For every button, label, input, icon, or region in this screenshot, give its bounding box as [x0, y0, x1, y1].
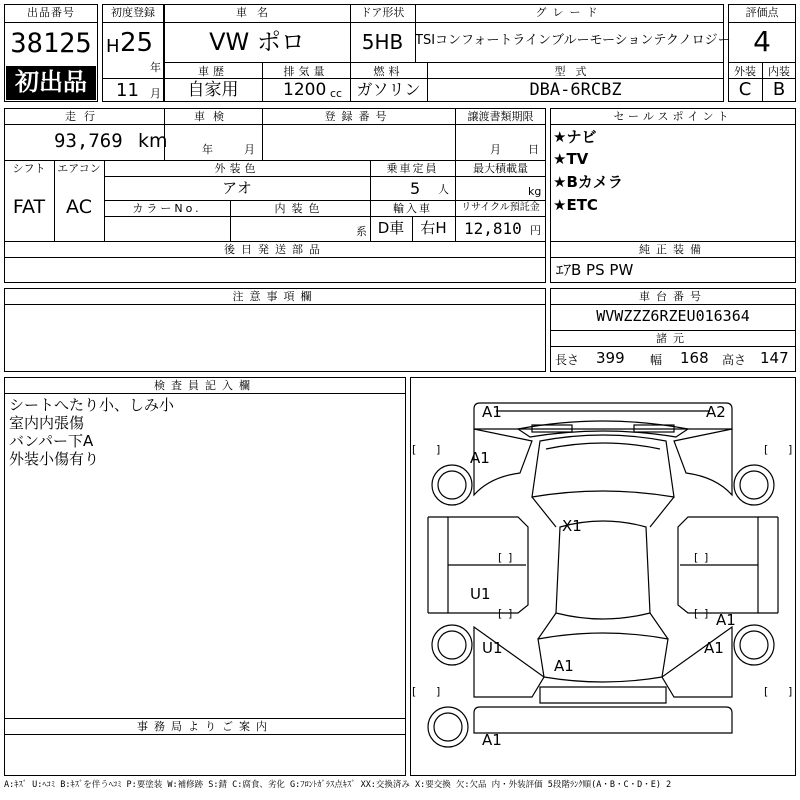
lot-number-label: 出品番号 — [27, 6, 75, 19]
sales-points-label: セールスポイント — [613, 110, 733, 123]
length: 399 — [596, 349, 625, 367]
exterior-color: アオ — [222, 179, 252, 197]
svg-text:[: [ — [412, 685, 417, 698]
import-label: 輸入車 — [393, 202, 432, 215]
transfer-month-unit: 月 — [490, 143, 501, 156]
inspection-label: 車検 — [194, 110, 232, 123]
mark-front-left-fender: A1 — [470, 449, 490, 467]
svg-text:[: [ — [694, 551, 699, 564]
inspector-note-2: 室内内張傷 — [9, 414, 85, 432]
sales-point-1: ★ナビ — [553, 128, 597, 146]
ac-label: エアコン — [57, 162, 101, 175]
lot-number: 38125 — [10, 28, 92, 59]
car-diagram — [410, 377, 796, 776]
registration-month: 11 — [116, 80, 139, 101]
first-registration-label: 初度登録 — [111, 6, 155, 19]
mark-roof: X1 — [562, 517, 582, 535]
inspector-note-1: シートへたり小、しみ小 — [9, 396, 175, 414]
inspector-notes — [9, 396, 174, 468]
displacement: 1200 — [283, 80, 327, 100]
svg-text:[: [ — [498, 607, 503, 620]
svg-text:]: ] — [788, 443, 793, 456]
chassis-label: 車台番号 — [639, 290, 707, 303]
score-label: 評価点 — [745, 6, 779, 19]
spec-label: 諸元 — [656, 332, 690, 345]
capacity-label: 乗車定員 — [386, 162, 439, 175]
car-name-label: 車名 — [236, 6, 278, 19]
max-load-unit: kg — [528, 185, 542, 198]
history-label: 車歴 — [198, 65, 228, 78]
sales-point-3: ★Bカメラ — [553, 173, 623, 191]
month-unit: 月 — [150, 87, 161, 100]
height: 147 — [760, 349, 789, 367]
svg-text:]: ] — [436, 685, 441, 698]
import-drive: D車 — [377, 219, 405, 237]
exterior-color-label: 外装色 — [214, 162, 260, 175]
inspector-note-4: 外装小傷有り — [9, 450, 100, 468]
inspector-note-3: バンパー下A — [9, 432, 94, 450]
first-listing-text: 初出品 — [15, 68, 87, 96]
recycle-fee: 12,810 — [464, 219, 522, 238]
svg-text:]: ] — [508, 607, 513, 620]
svg-text:]: ] — [508, 551, 513, 564]
mark-front-left-bumper: A1 — [482, 403, 502, 421]
svg-text:[: [ — [694, 607, 699, 620]
width-label: 幅 — [650, 353, 663, 367]
height-label: 高さ — [722, 353, 747, 367]
mark-left-rear-door: U1 — [470, 585, 491, 603]
grade: TSIコンフォートラインブルーモーションテクノロジー — [415, 33, 731, 48]
mark-front-right-bumper: A2 — [706, 403, 726, 421]
svg-text:[: [ — [498, 551, 503, 564]
sales-point-4: ★ETC — [553, 196, 598, 214]
mileage: 93,769 — [54, 130, 123, 152]
era: H — [106, 36, 120, 57]
capacity-unit: 人 — [438, 183, 449, 196]
grade-label: グレード — [535, 6, 604, 19]
history: 自家用 — [187, 80, 239, 100]
mark-right-rear-door: A1 — [716, 611, 736, 629]
capacity: 5 — [410, 179, 421, 198]
transfer-day-unit: 日 — [528, 143, 539, 156]
svg-text:]: ] — [704, 551, 709, 564]
exterior-label: 外装 — [734, 65, 756, 78]
year-unit: 年 — [150, 61, 161, 74]
door-type-label: ドア形状 — [360, 6, 405, 19]
score: 4 — [753, 25, 771, 58]
interior-color-suffix: 系 — [356, 225, 367, 238]
exterior-grade: C — [738, 79, 752, 100]
model: DBA-6RCBZ — [529, 80, 622, 100]
max-load-label: 最大積載量 — [473, 162, 528, 175]
shift: FAT — [12, 196, 46, 218]
length-label: 長さ — [555, 353, 580, 367]
recycle-unit: 円 — [530, 224, 541, 237]
svg-text:[: [ — [764, 685, 769, 698]
interior-label: 内装 — [768, 65, 790, 78]
import-side: 右H — [420, 219, 447, 237]
transfer-deadline-label: 譲渡書類期限 — [467, 110, 534, 123]
inspector-label: 検査員記入欄 — [154, 379, 256, 392]
recycle-label: リサイクル預託金 — [461, 202, 540, 213]
notes-label: 注意事項欄 — [232, 290, 318, 303]
svg-text:[: [ — [764, 443, 769, 456]
fuel-label: 燃料 — [373, 65, 404, 78]
svg-text:]: ] — [704, 607, 709, 620]
interior-grade: B — [772, 79, 786, 100]
displacement-unit: cc — [330, 87, 343, 100]
later-parts-label: 後日発送部品 — [224, 243, 326, 256]
displacement-label: 排気量 — [283, 65, 329, 78]
chassis-number: WVWZZZ6RZEU016364 — [596, 307, 750, 325]
car-name: VW ポロ — [209, 28, 305, 56]
shift-label: シフト — [12, 162, 46, 175]
registration-year: 25 — [120, 28, 154, 58]
office-label: 事務局よりご案内 — [137, 720, 273, 733]
mileage-label: 走行 — [65, 110, 103, 123]
svg-text:[: [ — [412, 443, 417, 456]
interior-color-label: 内装色 — [274, 202, 326, 215]
mark-trunk: A1 — [554, 657, 574, 675]
mileage-unit: km — [138, 130, 168, 152]
mark-right-rear-fender: A1 — [704, 639, 724, 657]
equipment-value: ｴｱB PS PW — [556, 261, 634, 279]
svg-text:]: ] — [436, 443, 441, 456]
width: 168 — [680, 349, 709, 367]
svg-text:]: ] — [788, 685, 793, 698]
fuel: ガソリン — [356, 80, 421, 99]
door-type: 5HB — [361, 30, 404, 54]
mark-rear-bumper: A1 — [482, 731, 502, 749]
legend: A:ｷｽﾞ U:ﾍｺﾐ B:ｷｽﾞを伴うﾍｺﾐ P:要塗装 W:補修跡 S:錆 C:腐食、劣化 G:ﾌﾛﾝﾄｶﾞﾗｽ点ｷｽﾞ XX:交換済み X:要交換 欠:欠品 内・外装評価 5段階ﾗﾝｸ順(A・B・C・D・E) 2 — [4, 780, 672, 790]
equipment-label: 純正装備 — [639, 243, 707, 256]
color-number-label: カラーNo. — [132, 202, 202, 215]
registration-number-label: 登録番号 — [324, 110, 393, 123]
inspection-year-unit: 年 — [202, 143, 213, 156]
inspection-month-unit: 月 — [244, 143, 255, 156]
sales-point-2: ★TV — [553, 150, 589, 168]
ac: AC — [66, 196, 92, 218]
model-label: 型式 — [554, 65, 597, 78]
mark-left-rear-fender: U1 — [482, 639, 503, 657]
